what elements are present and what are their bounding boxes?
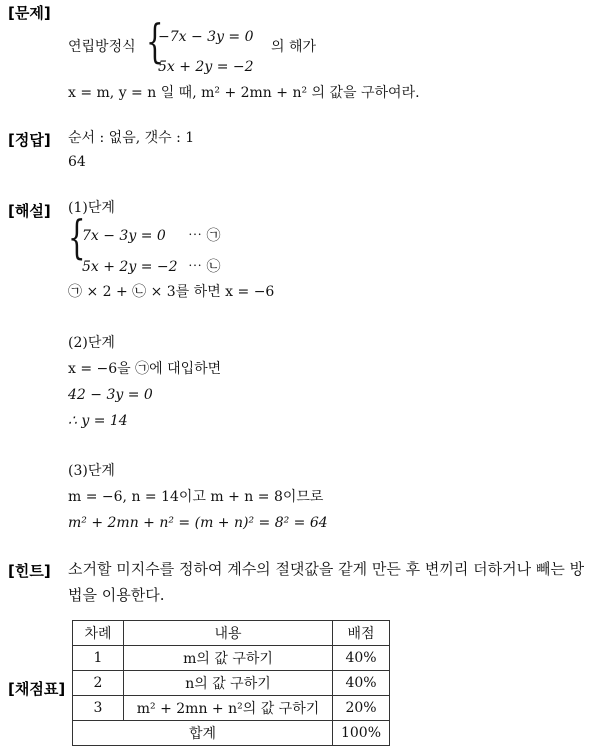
row-content: m² + 2mn + n²의 값 구하기	[124, 696, 333, 721]
total-label: 합계	[73, 721, 333, 746]
step1-eq1: 7x − 3y = 0	[82, 228, 166, 244]
hint-line2: 법을 이용한다.	[68, 586, 165, 604]
problem-suffix: 의 해가	[271, 39, 317, 55]
system-brace: {	[146, 14, 164, 68]
table-row	[73, 671, 390, 696]
row-order: 3	[73, 696, 124, 721]
problem-intro: 연립방정식	[68, 39, 136, 55]
table-header-row	[73, 621, 390, 646]
row-content: m의 값 구하기	[124, 646, 333, 671]
step1-brace: {	[68, 210, 86, 264]
step1-eq2-mark: ⋯ ㉡	[188, 259, 221, 275]
step2-line3: ∴ y = 14	[68, 413, 128, 429]
row-score: 40%	[333, 671, 390, 696]
header-order: 차례	[73, 621, 124, 646]
table-row	[73, 696, 390, 721]
answer-value: 64	[68, 154, 86, 170]
row-score: 20%	[333, 696, 390, 721]
problem-question: x = m, y = n 일 때, m² + 2mn + n² 의 값을 구하여라.	[68, 85, 420, 101]
step3-title: (3)단계	[68, 463, 115, 479]
row-order: 2	[73, 671, 124, 696]
step2-line1: x = −6을 ㉠에 대입하면	[68, 361, 222, 377]
header-content: 내용	[124, 621, 333, 646]
step3-line1: m = −6, n = 14이고 m + n = 8이므로	[68, 489, 324, 505]
row-score: 40%	[333, 646, 390, 671]
step2-line2: 42 − 3y = 0	[68, 387, 153, 403]
header-score: 배점	[333, 621, 390, 646]
problem-eq2: 5x + 2y = −2	[158, 59, 254, 75]
table-total-row	[73, 721, 390, 746]
answer-meta: 순서 : 없음, 갯수 : 1	[68, 130, 195, 146]
total-value: 100%	[333, 721, 390, 746]
grading-label: [채점표]	[8, 680, 66, 698]
step2-title: (2)단계	[68, 335, 115, 351]
hint-label: [힌트]	[8, 562, 51, 580]
table-row	[73, 646, 390, 671]
step1-eq2: 5x + 2y = −2	[82, 259, 178, 275]
step1-eq1-mark: ⋯ ㉠	[188, 228, 221, 244]
problem-label: [문제]	[8, 4, 51, 22]
row-content: n의 값 구하기	[124, 671, 333, 696]
step3-line2: m² + 2mn + n² = (m + n)² = 8² = 64	[68, 515, 328, 531]
step1-title: (1)단계	[68, 200, 115, 216]
hint-line1: 소거할 미지수를 정하여 계수의 절댓값을 같게 만든 후 변끼리 더하거나 빼는 방	[68, 560, 585, 578]
row-order: 1	[73, 646, 124, 671]
grading-table	[72, 620, 390, 746]
problem-eq1: −7x − 3y = 0	[158, 29, 254, 45]
answer-label: [정답]	[8, 131, 51, 149]
explanation-label: [해설]	[8, 202, 51, 220]
step1-result: ㉠ × 2 + ㉡ × 3를 하면 x = −6	[68, 284, 275, 300]
